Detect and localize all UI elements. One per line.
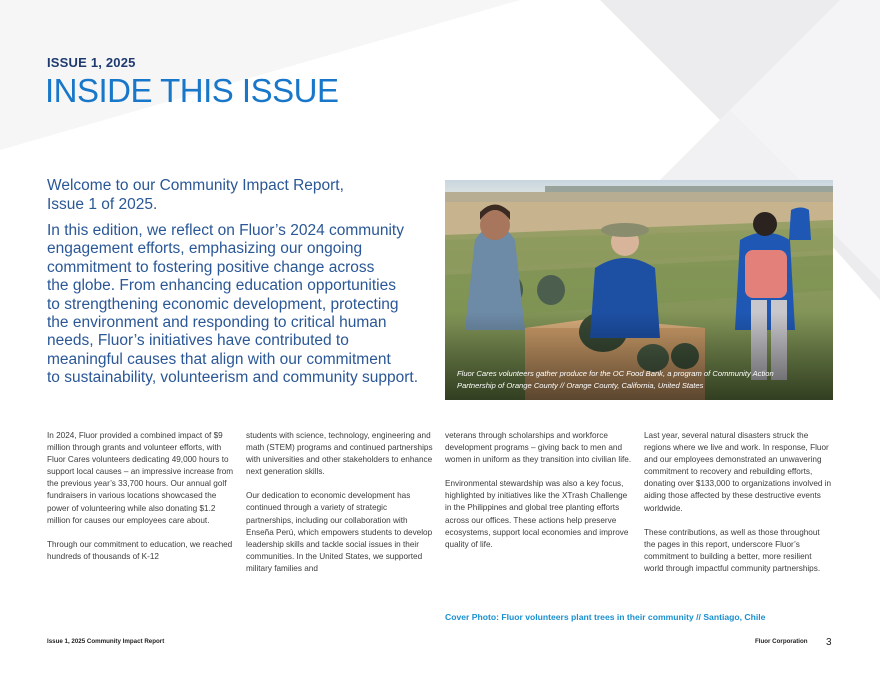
- intro-line: engagement efforts, emphasizing our ongoing: [47, 240, 363, 258]
- body-paragraph: Environmental stewardship was also a key focus, highlighted by initiatives like the XTrash Challenge in the Philippines and global tree planting efforts across our offices. These actions help preserve ecosystems, support local economies and improve quality of life.: [445, 479, 629, 549]
- footer-company: Fluor Corporation: [755, 638, 808, 645]
- body-column-1: [47, 430, 235, 563]
- body-column-2: [246, 430, 434, 575]
- footer-report-title: Issue 1, 2025 Community Impact Report: [47, 638, 165, 645]
- body-paragraph: Through our commitment to education, we reached hundreds of thousands of K-12: [47, 539, 233, 561]
- page-number: 3: [826, 637, 832, 648]
- intro-line: meaningful causes that align with our commitment: [47, 350, 391, 368]
- volunteers-photo: [445, 180, 833, 400]
- body-paragraph: Our dedication to economic development has continued through a variety of strategic partnerships, including our collaboration with Enseña Perú, which empowers students to develop leadership skills and tackle social issues in their communities. In the United States, we supported military families and: [246, 491, 433, 573]
- photo-illustration: [445, 180, 833, 400]
- body-paragraph: Last year, several natural disasters struck the regions where we live and work. In response, Fluor and our employees demonstrated an unwavering commitment to recovery and rebuilding efforts, donating over $133,000 to organizations involved in aiding those affected by these destructive events worldwide.: [644, 431, 832, 513]
- cover-photo-credit: Cover Photo: Fluor volunteers plant trees in their community // Santiago, Chile: [445, 612, 766, 622]
- welcome-line: Welcome to our Community Impact Report,: [47, 177, 344, 194]
- intro-line: to strengthening economic development, protecting: [47, 295, 399, 313]
- body-paragraph: students with science, technology, engineering and math (STEM) programs and continued partnerships with universities and other stakeholders to enhance next generation skills.: [246, 431, 433, 477]
- body-column-3: [445, 430, 633, 551]
- photo-caption-line: Partnership of Orange County // Orange County, California, United States: [457, 380, 704, 390]
- photo-caption-line: Fluor Cares volunteers gather produce for the OC Food Bank, a program of Community Action: [457, 369, 774, 378]
- page-title: INSIDE THIS ISSUE: [45, 72, 339, 109]
- intro-line: the environment and responding to critical human: [47, 314, 387, 332]
- intro-line: the globe. From enhancing education opportunities: [47, 277, 396, 295]
- welcome-line: Issue 1 of 2025.: [47, 196, 158, 213]
- issue-label: ISSUE 1, 2025: [47, 55, 136, 70]
- photo-caption: [457, 368, 817, 391]
- intro-paragraph: [47, 222, 427, 388]
- body-paragraph: veterans through scholarships and workforce development programs – giving back to men and women in uniform as they transition into civilian life.: [445, 431, 632, 465]
- intro-line: needs, Fluor’s initiatives have contributed to: [47, 332, 349, 350]
- welcome-text: [47, 176, 377, 214]
- body-paragraph: In 2024, Fluor provided a combined impact of $9 million through grants and volunteer efforts, with Fluor Cares volunteers dedicating 49,000 hours to support local causes – an impressive increase from the previous year’s 33,700 hours. Our annual golf fundraisers in various locations showcased the power of volunteering while also donating $1.2 million for causes our employees care about.: [47, 431, 234, 525]
- body-column-4: [644, 430, 832, 575]
- intro-line: In this edition, we reflect on Fluor’s 2024 community: [47, 222, 404, 239]
- body-paragraph: These contributions, as well as those throughout the pages in this report, underscore Fluor’s commitment to building a better, more resilient world through impactful community partnerships.: [644, 527, 821, 573]
- intro-line: commitment to fostering positive change across: [47, 258, 375, 276]
- intro-line: to sustainability, volunteerism and community support.: [47, 369, 419, 387]
